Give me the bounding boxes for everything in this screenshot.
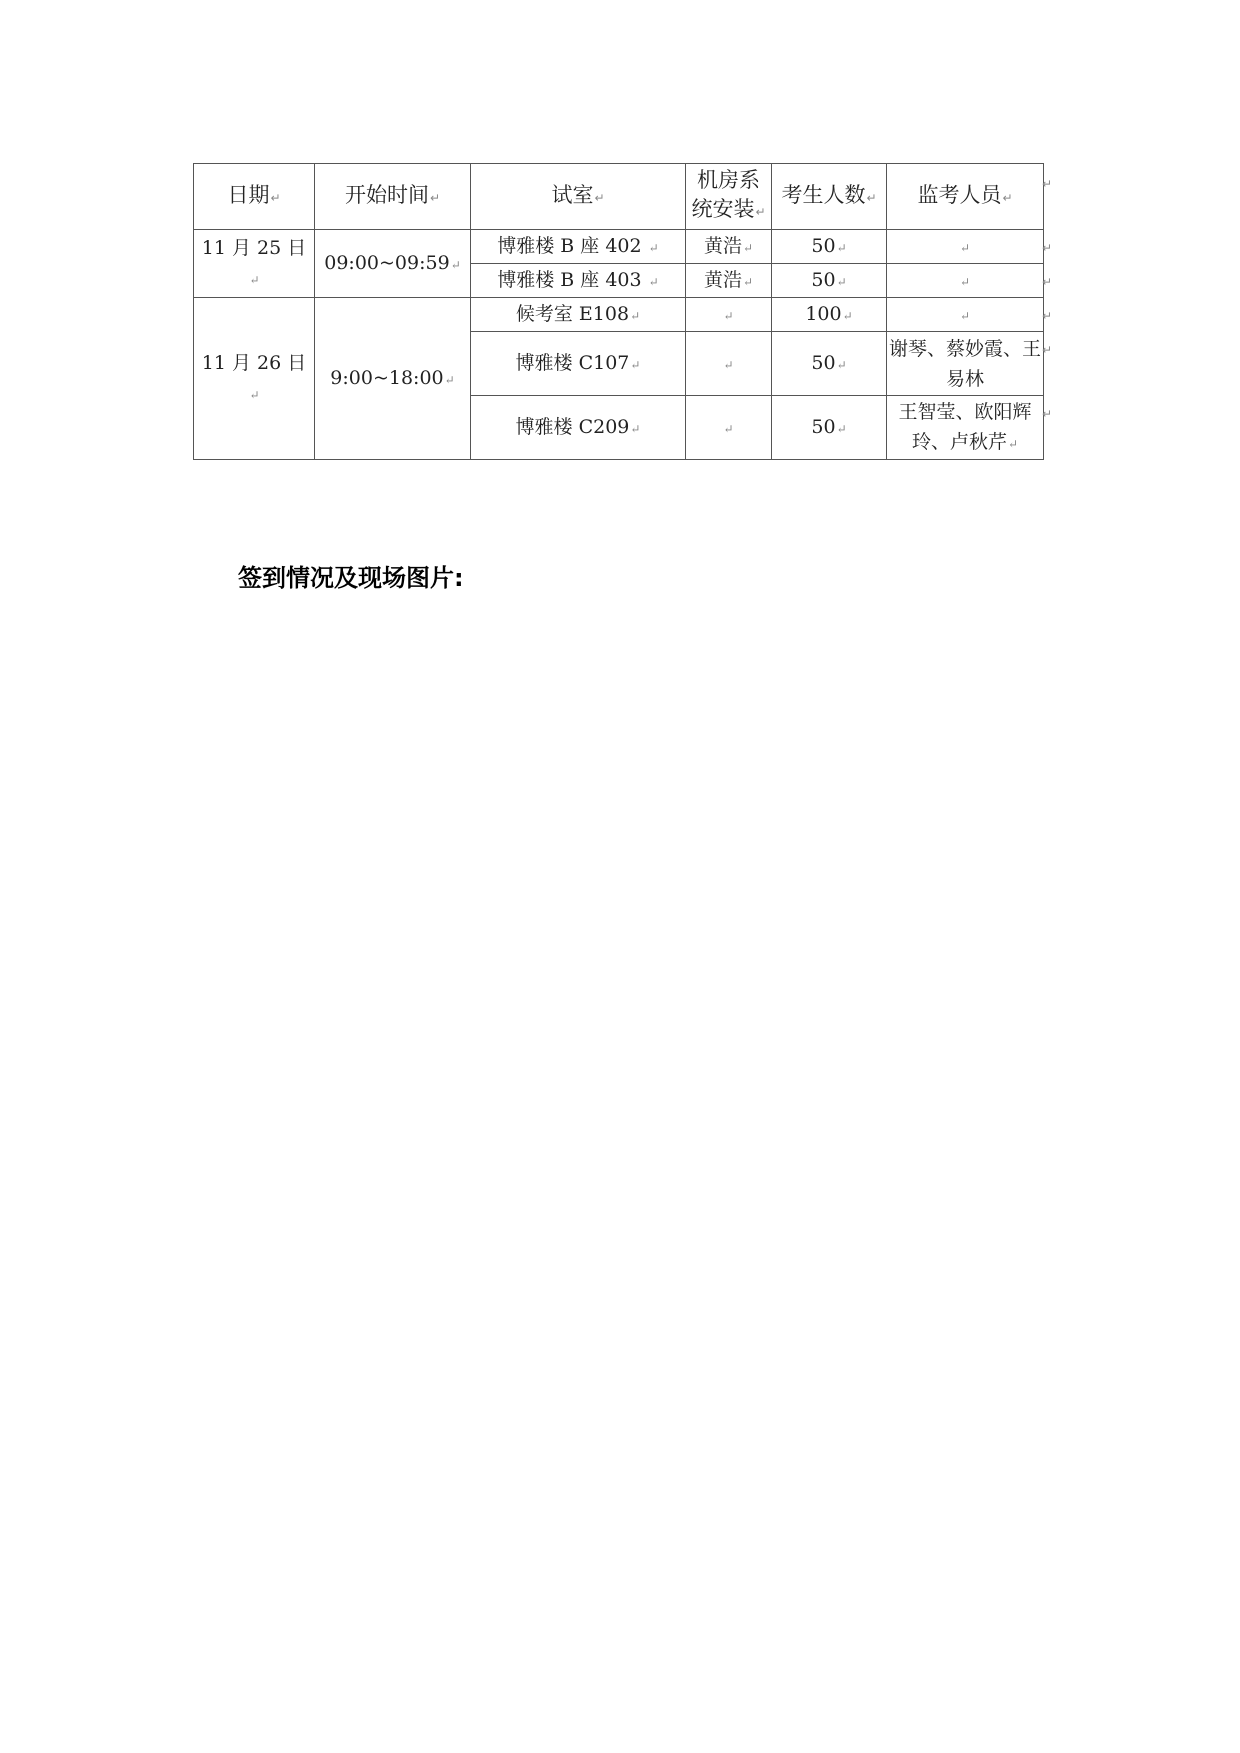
header-system-install: 机房系统安装↵ xyxy=(686,164,772,230)
invigilator-cell: ↵ xyxy=(887,298,1044,332)
install-cell: ↵ xyxy=(686,396,772,460)
header-examinees: 考生人数↵ xyxy=(772,164,887,230)
exam-schedule-table xyxy=(193,163,1044,460)
table-header-row xyxy=(194,164,1044,230)
header-start-time: 开始时间↵ xyxy=(315,164,471,230)
install-cell: ↵ xyxy=(686,332,772,396)
section-heading: 签到情况及现场图片: xyxy=(238,564,464,592)
room-cell: 博雅楼 B 座 403 ↵ xyxy=(471,264,686,298)
room-cell: 博雅楼 B 座 402 ↵ xyxy=(471,230,686,264)
time-cell: 09:00~09:59↵ xyxy=(315,230,471,298)
count-cell: 50↵ xyxy=(772,264,887,298)
table-row xyxy=(194,298,1044,332)
row-end-mark: ↵ xyxy=(1042,177,1053,191)
date-cell: 11 月 25 日↵ xyxy=(194,230,315,298)
count-cell: 50↵ xyxy=(772,230,887,264)
row-end-mark: ↵ xyxy=(1042,241,1053,255)
install-cell: 黄浩↵ xyxy=(686,264,772,298)
schedule-table-wrapper xyxy=(193,163,1044,460)
row-end-mark: ↵ xyxy=(1042,309,1053,323)
count-cell: 100↵ xyxy=(772,298,887,332)
invigilator-cell: 谢琴、蔡妙霞、王易林 xyxy=(887,332,1044,396)
room-cell: 博雅楼 C107↵ xyxy=(471,332,686,396)
count-cell: 50↵ xyxy=(772,396,887,460)
count-cell: 50↵ xyxy=(772,332,887,396)
time-cell: 9:00~18:00↵ xyxy=(315,298,471,460)
install-cell: ↵ xyxy=(686,298,772,332)
header-room: 试室↵ xyxy=(471,164,686,230)
invigilator-cell: ↵ xyxy=(887,230,1044,264)
row-end-mark: ↵ xyxy=(1042,275,1053,289)
room-cell: 候考室 E108↵ xyxy=(471,298,686,332)
date-cell: 11 月 26 日↵ xyxy=(194,298,315,460)
invigilator-cell: ↵ xyxy=(887,264,1044,298)
install-cell: 黄浩↵ xyxy=(686,230,772,264)
header-date: 日期↵ xyxy=(194,164,315,230)
invigilator-cell: 王智莹、欧阳辉玲、卢秋芹↵ xyxy=(887,396,1044,460)
row-end-mark: ↵ xyxy=(1042,343,1053,357)
table-row xyxy=(194,230,1044,264)
room-cell: 博雅楼 C209↵ xyxy=(471,396,686,460)
header-invigilators: 监考人员↵ xyxy=(887,164,1044,230)
row-end-mark: ↵ xyxy=(1042,407,1053,421)
